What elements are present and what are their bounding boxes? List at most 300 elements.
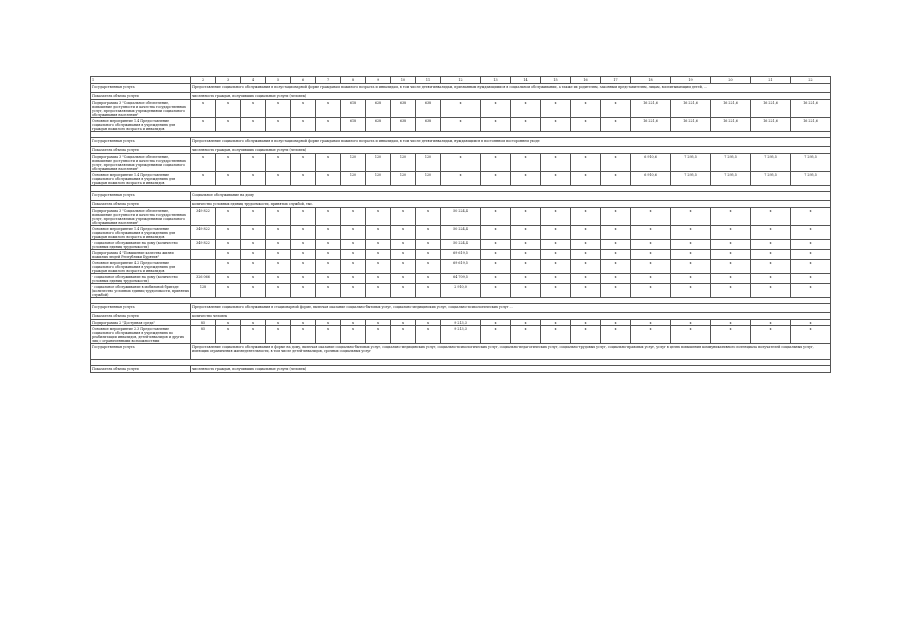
table-cell: х — [416, 320, 441, 326]
table-cell: х — [571, 118, 601, 132]
column-number: 2 — [191, 77, 216, 84]
table-cell: х — [671, 274, 711, 284]
row-label: - социальное обслуживание в мобильной бригаде (количество условных единиц трудоемкости, принятых службой) — [92, 284, 190, 297]
table-cell: х — [316, 326, 341, 344]
table-cell: х — [391, 240, 416, 250]
table-cell: х — [341, 320, 366, 326]
table-cell: х — [291, 274, 316, 284]
table-cell: х — [571, 240, 601, 250]
table-cell: х — [291, 240, 316, 250]
table-cell: х — [241, 326, 266, 344]
table-cell: х — [366, 326, 391, 344]
table-cell: 7 295,5 — [791, 172, 831, 186]
table-cell: х — [751, 274, 791, 284]
table-cell: х — [241, 240, 266, 250]
table-cell: 9 213,3 — [441, 320, 481, 326]
table-cell: х — [291, 100, 316, 118]
table-cell: х — [291, 284, 316, 298]
table-cell: х — [266, 284, 291, 298]
table-cell: х — [391, 208, 416, 226]
table-cell: х — [416, 240, 441, 250]
table-cell: х — [441, 100, 481, 118]
table-cell: х — [266, 226, 291, 240]
table-cell: х — [511, 326, 541, 344]
table-cell: х — [601, 260, 631, 274]
indicator-text: количество человек — [191, 313, 831, 320]
table-cell: 7 295,5 — [711, 172, 751, 186]
table-cell: х — [216, 260, 241, 274]
table-cell: х — [191, 172, 216, 186]
table-cell: 638 — [416, 118, 441, 132]
table-cell: х — [711, 326, 751, 344]
table-cell: х — [751, 250, 791, 260]
table-cell: х — [671, 260, 711, 274]
table-cell: х — [216, 240, 241, 250]
table-cell: х — [511, 154, 541, 172]
table-cell: х — [571, 100, 601, 118]
table-cell: 85 — [191, 320, 216, 326]
table-cell: х — [601, 100, 631, 118]
table-cell: х — [316, 208, 341, 226]
table-row — [91, 260, 831, 274]
table-cell: х — [571, 326, 601, 344]
table-cell: х — [391, 226, 416, 240]
table-cell: 120 — [391, 154, 416, 172]
table-cell: х — [316, 320, 341, 326]
column-number: 17 — [601, 77, 631, 84]
table-cell: х — [481, 260, 511, 274]
volume-indicator-row — [91, 201, 831, 208]
table-cell: 50 224,4 — [441, 226, 481, 240]
table-cell: х — [391, 274, 416, 284]
table-cell: х — [416, 208, 441, 226]
table-cell: х — [216, 226, 241, 240]
table-cell: х — [631, 260, 671, 274]
table-cell: х — [791, 284, 831, 298]
table-cell: х — [216, 250, 241, 260]
table-cell: х — [481, 284, 511, 298]
table-cell: х — [366, 250, 391, 260]
table-cell: х — [481, 274, 511, 284]
row-label: Государственная услуга — [91, 192, 191, 201]
indicator-text: численность граждан, получивших социальные услуги (человек) — [191, 147, 831, 154]
table-cell: х — [316, 250, 341, 260]
column-number: 13 — [481, 77, 511, 84]
table-cell: х — [481, 250, 511, 260]
row-label: Основное мероприятие 4.2 Предоставление социального обслуживания в учреждениях для граждан пожилого возраста и инвалидов — [91, 260, 191, 274]
table-cell: 7 295,5 — [751, 172, 791, 186]
table-cell: 120 — [341, 172, 366, 186]
table-cell: х — [366, 284, 391, 298]
table-cell: х — [631, 226, 671, 240]
row-label: Подпрограмма 3 "Социальное обеспечение, повышение доступности и качества государственных услуг, предоставляемых учреждениями социального обслуживания населения" — [91, 154, 191, 172]
table-cell: х — [241, 226, 266, 240]
row-label: Основное мероприятие 1.4 Предоставление социального обслуживания в учреждениях для граждан пожилого возраста и инвалидов — [91, 172, 191, 186]
table-cell: 120 — [416, 154, 441, 172]
table-cell: х — [541, 208, 571, 226]
table-cell: 326 066 — [191, 274, 216, 284]
column-number: 5 — [266, 77, 291, 84]
row-label: - социальное обслуживание на дому (количество условных единиц трудоемкости) — [91, 274, 191, 284]
table-cell: х — [541, 172, 571, 186]
table-cell: х — [671, 240, 711, 250]
column-number: 6 — [291, 77, 316, 84]
table-cell: х — [481, 326, 511, 344]
table-row — [91, 326, 831, 344]
service-text: Предоставление социального обслуживания в форме на дому, включая оказание социально-бытовых услуг, социально-медицинских услуг, социально-психологических услуг, социально-педагогических услуг, социально-трудовых услуг, социально-правовых услуг, услуг в целях повышения коммуникативного потенциала получателей социальных услуг, имеющих ограничения жизнедеятельности, в том числе детей-инвалидов, срочных социальных услуг — [191, 344, 831, 360]
table-cell: 16 221,6 — [711, 100, 751, 118]
table-cell: х — [291, 250, 316, 260]
service-row — [91, 304, 831, 313]
table-cell: 6 910,6 — [631, 154, 671, 172]
row-label: Основное мероприятие 1.4 Предоставление социального обслуживания в учреждениях для граждан пожилого возраста и инвалидов — [91, 118, 191, 132]
table-cell: х — [266, 326, 291, 344]
table-cell: х — [751, 320, 791, 326]
table-cell: х — [511, 118, 541, 132]
row-label: Подпрограмма 3 "Социальное обеспечение, повышение доступности и качества государственных услуг, предоставляемых учреждениями социального обслуживания населения" — [91, 100, 191, 118]
table-cell: х — [541, 274, 571, 284]
table-cell: х — [541, 240, 571, 250]
table-cell: 2 910,0 — [441, 284, 481, 298]
table-cell: х — [191, 154, 216, 172]
table-cell: х — [711, 274, 751, 284]
table-cell: х — [216, 172, 241, 186]
table-cell: х — [601, 240, 631, 250]
row-label: Основное мероприятие 1.4 Предоставление социального обслуживания в учреждениях для граждан пожилого возраста и инвалидов — [91, 226, 191, 240]
column-number: 12 — [441, 77, 481, 84]
table-cell: х — [541, 284, 571, 298]
row-label: Государственная услуга — [91, 84, 191, 93]
table-cell: 349 822 — [191, 208, 216, 226]
row-label: Показатель объема услуги — [91, 147, 191, 154]
table-cell: х — [391, 326, 416, 344]
table-cell: х — [671, 250, 711, 260]
column-number: 16 — [571, 77, 601, 84]
table-cell: х — [751, 226, 791, 240]
table-cell: х — [341, 250, 366, 260]
table-cell: х — [316, 100, 341, 118]
table-cell: х — [541, 100, 571, 118]
table-cell: х — [671, 226, 711, 240]
table-row — [91, 240, 831, 250]
table-cell: х — [751, 208, 791, 226]
table-cell: 7 295,5 — [711, 154, 751, 172]
table-cell: х — [316, 240, 341, 250]
row-label: Подпрограмма 4 "Повышение качества жизни пожилых людей Республики Бурятия" — [91, 250, 191, 260]
table-cell: х — [416, 260, 441, 274]
column-number: 1 — [91, 77, 191, 84]
table-cell: х — [216, 274, 241, 284]
table-cell: х — [241, 250, 266, 260]
table-cell: х — [291, 260, 316, 274]
row-label: Государственная услуга — [91, 138, 191, 147]
table-cell: 50 224,4 — [441, 208, 481, 226]
service-row — [91, 344, 831, 360]
table-cell: х — [266, 208, 291, 226]
table-cell: х — [511, 284, 541, 298]
service-text: Социальное обслуживание на дому — [191, 192, 831, 201]
table-cell: х — [671, 326, 711, 344]
table-cell: 50 224,4 — [441, 240, 481, 250]
table-cell: х — [266, 250, 291, 260]
table-cell: х — [216, 326, 241, 344]
table-cell: х — [366, 260, 391, 274]
table-cell: 349 822 — [191, 226, 216, 240]
table-cell: х — [481, 240, 511, 250]
table-cell: х — [571, 208, 601, 226]
column-number-row — [91, 77, 831, 84]
table-cell: х — [631, 250, 671, 260]
table-cell: х — [241, 320, 266, 326]
column-number: 7 — [316, 77, 341, 84]
table-cell: х — [216, 118, 241, 132]
table-cell: х — [291, 154, 316, 172]
table-cell: х — [711, 240, 751, 250]
table-cell: х — [511, 100, 541, 118]
table-cell: х — [791, 274, 831, 284]
table-cell: х — [601, 284, 631, 298]
table-cell: 120 — [341, 154, 366, 172]
table-cell: х — [541, 154, 571, 172]
column-number: 22 — [791, 77, 831, 84]
table-cell: х — [341, 226, 366, 240]
table-cell: х — [366, 226, 391, 240]
table-cell: х — [191, 118, 216, 132]
table-cell: х — [481, 154, 511, 172]
table-cell: 16 221,6 — [791, 100, 831, 118]
table-cell: х — [511, 226, 541, 240]
table-cell: х — [341, 208, 366, 226]
table-cell: х — [266, 260, 291, 274]
table-cell: х — [481, 208, 511, 226]
table-cell: х — [601, 208, 631, 226]
column-number: 15 — [541, 77, 571, 84]
row-label: Государственная услуга — [91, 344, 191, 360]
table-cell: х — [316, 118, 341, 132]
table-cell: х — [481, 226, 511, 240]
table-cell: х — [291, 226, 316, 240]
table-cell: х — [216, 320, 241, 326]
table-cell: х — [601, 154, 631, 172]
table-cell: х — [241, 274, 266, 284]
table-cell: х — [316, 274, 341, 284]
table-cell: 7 295,5 — [751, 154, 791, 172]
table-cell: х — [711, 320, 751, 326]
table-cell: х — [416, 284, 441, 298]
table-cell: х — [511, 274, 541, 284]
table-cell: х — [341, 284, 366, 298]
table-cell: х — [366, 274, 391, 284]
document-page — [90, 76, 830, 373]
table-cell: х — [711, 260, 751, 274]
table-cell: х — [216, 154, 241, 172]
table-cell: х — [366, 320, 391, 326]
indicator-text: численность граждан, получивших социальные услуги (человек) — [191, 366, 831, 373]
column-number: 19 — [671, 77, 711, 84]
table-cell: х — [316, 284, 341, 298]
service-text: Предоставление социального обслуживания в полустационарной форме гражданам пожилого возраста и инвалидам, в том числе детям-инвалидам, нуждающимся в постоянном постороннем уходе — [191, 138, 831, 147]
indicator-text: численность граждан, получивших социальные услуги (человек) — [191, 93, 831, 100]
column-number: 4 — [241, 77, 266, 84]
table-cell: х — [241, 172, 266, 186]
table-cell: х — [511, 250, 541, 260]
table-cell: х — [291, 326, 316, 344]
table-row — [91, 154, 831, 172]
service-row — [91, 138, 831, 147]
service-row — [91, 84, 831, 93]
table-cell: х — [541, 320, 571, 326]
table-cell: х — [316, 260, 341, 274]
column-number: 11 — [416, 77, 441, 84]
table-cell: х — [671, 284, 711, 298]
table-row — [91, 100, 831, 118]
row-label: Основное мероприятие 2.3 Предоставление социального обслуживания в учреждениях по реабилитации инвалидов, детей-инвалидов и других лиц с ограниченными возможностями — [91, 326, 191, 344]
table-cell: х — [601, 326, 631, 344]
table-cell: х — [541, 226, 571, 240]
table-cell: х — [631, 320, 671, 326]
table-cell: х — [266, 320, 291, 326]
table-cell: 128 — [191, 284, 216, 298]
table-cell: х — [416, 250, 441, 260]
row-label: Показатель объема услуги — [91, 366, 191, 373]
table-cell: х — [341, 240, 366, 250]
table-cell: х — [631, 326, 671, 344]
column-number: 18 — [631, 77, 671, 84]
table-cell: 16 221,6 — [631, 118, 671, 132]
table-cell: х — [791, 226, 831, 240]
table-cell: х — [631, 284, 671, 298]
table-cell: х — [266, 172, 291, 186]
table-cell: х — [601, 226, 631, 240]
table-cell: 120 — [366, 172, 391, 186]
column-number: 9 — [366, 77, 391, 84]
table-cell: х — [416, 226, 441, 240]
table-cell: х — [571, 250, 601, 260]
table-cell: 16 221,6 — [671, 118, 711, 132]
table-cell: х — [266, 154, 291, 172]
table-cell: 85 — [191, 326, 216, 344]
row-label: Показатель объема услуги — [91, 313, 191, 320]
table-cell: х — [541, 260, 571, 274]
table-cell: 16 221,6 — [751, 118, 791, 132]
table-cell: х — [291, 118, 316, 132]
table-cell: 64 709,5 — [441, 274, 481, 284]
table-row — [91, 226, 831, 240]
table-cell: х — [481, 118, 511, 132]
table-cell: х — [511, 208, 541, 226]
table-cell: х — [711, 208, 751, 226]
volume-indicator-row — [91, 313, 831, 320]
table-cell: х — [601, 274, 631, 284]
table-cell: 16 221,6 — [791, 118, 831, 132]
column-number: 8 — [341, 77, 366, 84]
table-cell: х — [191, 100, 216, 118]
table-row — [91, 172, 831, 186]
table-cell: х — [316, 154, 341, 172]
table-cell: 16 221,6 — [671, 100, 711, 118]
table-cell: х — [601, 250, 631, 260]
table-cell: х — [571, 260, 601, 274]
column-number: 3 — [216, 77, 241, 84]
table-cell: х — [266, 118, 291, 132]
table-cell: 638 — [391, 118, 416, 132]
table-cell: х — [571, 172, 601, 186]
table-cell: х — [316, 172, 341, 186]
table-cell: х — [481, 320, 511, 326]
table-cell: 638 — [416, 100, 441, 118]
table-row — [91, 118, 831, 132]
row-label: Государственная услуга — [91, 304, 191, 313]
table-cell: х — [791, 260, 831, 274]
table-cell: х — [671, 208, 711, 226]
table-cell: х — [416, 274, 441, 284]
table-cell: х — [791, 326, 831, 344]
table-cell: 6 910,6 — [631, 172, 671, 186]
indicator-text: количество условных единиц трудоемкости, принятых службой, тыс. — [191, 201, 831, 208]
table-cell: 69 619,5 — [441, 250, 481, 260]
table-cell: 349 822 — [191, 240, 216, 250]
table-cell: х — [541, 118, 571, 132]
table-cell: х — [751, 240, 791, 250]
table-cell: х — [791, 320, 831, 326]
table-cell: х — [671, 320, 711, 326]
table-cell: 120 — [416, 172, 441, 186]
table-cell: х — [241, 100, 266, 118]
table-cell: х — [481, 172, 511, 186]
table-cell: х — [541, 250, 571, 260]
table-cell: х — [511, 240, 541, 250]
table-cell: х — [216, 100, 241, 118]
table-cell: х — [791, 250, 831, 260]
column-number: 21 — [751, 77, 791, 84]
table-cell: 618 — [341, 118, 366, 132]
table-cell: х — [341, 274, 366, 284]
table-cell: 69 619,5 — [441, 260, 481, 274]
table-cell: х — [631, 274, 671, 284]
table-cell: 120 — [391, 172, 416, 186]
table-cell: х — [341, 326, 366, 344]
table-cell: 7 295,5 — [671, 172, 711, 186]
table-cell: х — [216, 284, 241, 298]
table-cell: х — [291, 320, 316, 326]
table-cell: х — [266, 274, 291, 284]
table-cell: х — [391, 284, 416, 298]
table-cell: х — [631, 240, 671, 250]
table-row — [91, 284, 831, 298]
table-cell — [191, 250, 216, 260]
table-cell: х — [571, 320, 601, 326]
table-cell: х — [316, 226, 341, 240]
table-cell: х — [511, 172, 541, 186]
table-row — [91, 274, 831, 284]
table-cell: х — [631, 208, 671, 226]
table-cell: х — [416, 326, 441, 344]
table-cell: х — [391, 250, 416, 260]
table-cell: х — [366, 208, 391, 226]
volume-indicator-row — [91, 366, 831, 373]
row-label: - социальное обслуживание на дому (количество условных единиц трудоемкости) — [91, 240, 191, 250]
table-cell: х — [751, 284, 791, 298]
column-number: 20 — [711, 77, 751, 84]
service-row — [91, 192, 831, 201]
table-cell: х — [511, 320, 541, 326]
volume-indicator-row — [91, 147, 831, 154]
table-cell: х — [266, 100, 291, 118]
table-cell: х — [511, 260, 541, 274]
column-number: 14 — [511, 77, 541, 84]
table-row — [91, 250, 831, 260]
table-cell: 120 — [366, 154, 391, 172]
